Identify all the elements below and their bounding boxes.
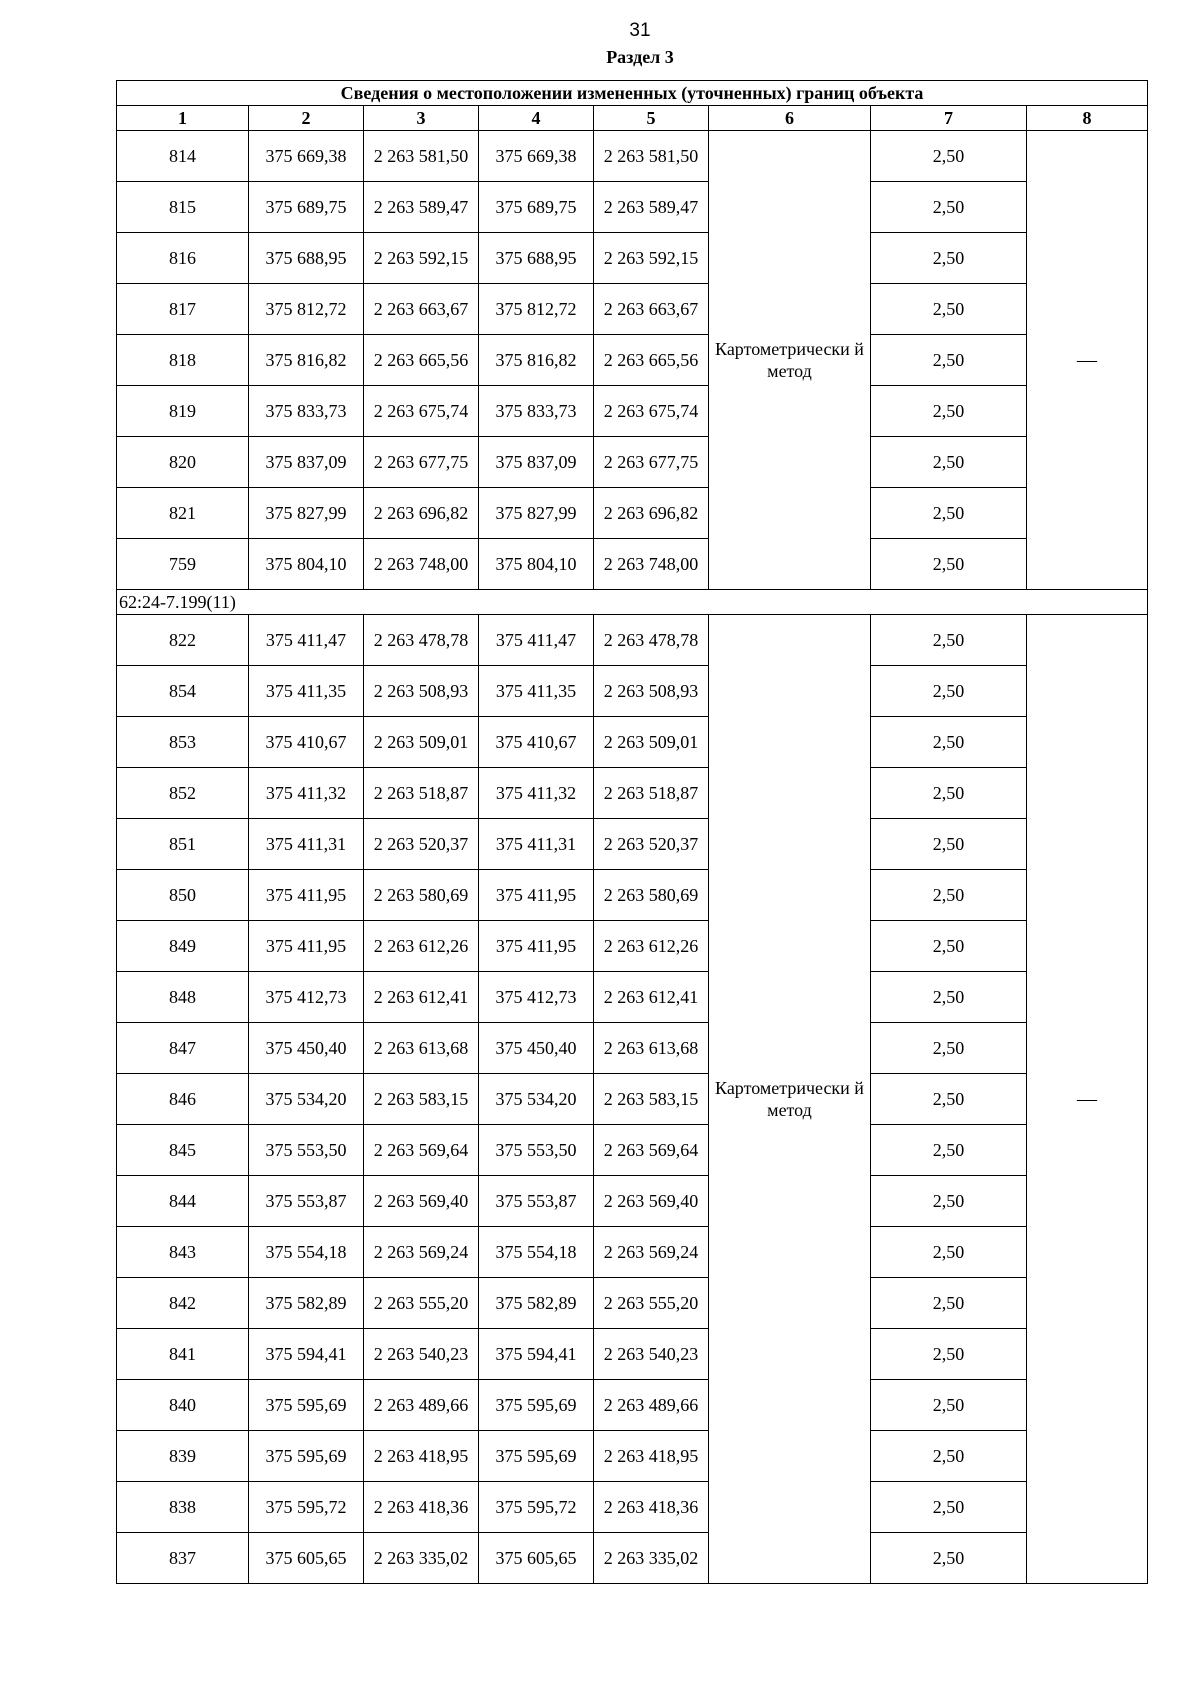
x-new-cell: 375 553,87 — [479, 1176, 594, 1227]
x-new-cell: 375 816,82 — [479, 335, 594, 386]
table-row — [117, 1227, 1148, 1278]
boundary-coordinates-table — [116, 80, 1148, 1584]
x-old-cell: 375 595,69 — [249, 1431, 364, 1482]
table-row — [117, 1533, 1148, 1584]
y-new-cell: 2 263 580,69 — [594, 870, 709, 921]
x-new-cell: 375 605,65 — [479, 1533, 594, 1584]
y-old-cell: 2 263 612,26 — [364, 921, 479, 972]
y-old-cell: 2 263 555,20 — [364, 1278, 479, 1329]
x-new-cell: 375 827,99 — [479, 488, 594, 539]
y-new-cell: 2 263 478,78 — [594, 615, 709, 666]
accuracy-cell: 2,50 — [871, 1278, 1027, 1329]
x-old-cell: 375 411,95 — [249, 921, 364, 972]
y-new-cell: 2 263 540,23 — [594, 1329, 709, 1380]
y-new-cell: 2 263 696,82 — [594, 488, 709, 539]
y-new-cell: 2 263 418,36 — [594, 1482, 709, 1533]
accuracy-cell: 2,50 — [871, 335, 1027, 386]
y-new-cell: 2 263 589,47 — [594, 182, 709, 233]
x-old-cell: 375 553,50 — [249, 1125, 364, 1176]
table-row — [117, 717, 1148, 768]
accuracy-cell: 2,50 — [871, 539, 1027, 590]
page-number: 31 — [629, 20, 651, 41]
y-new-cell: 2 263 675,74 — [594, 386, 709, 437]
y-new-cell: 2 263 555,20 — [594, 1278, 709, 1329]
column-8-cell: — — [1027, 615, 1148, 1584]
x-new-cell: 375 595,69 — [479, 1431, 594, 1482]
column-number-header: 8 — [1027, 106, 1148, 131]
y-old-cell: 2 263 569,24 — [364, 1227, 479, 1278]
y-new-cell: 2 263 335,02 — [594, 1533, 709, 1584]
accuracy-cell: 2,50 — [871, 1533, 1027, 1584]
column-number-header: 5 — [594, 106, 709, 131]
x-old-cell: 375 450,40 — [249, 1023, 364, 1074]
method-cell: Картометрически й метод — [709, 615, 871, 1584]
x-old-cell: 375 816,82 — [249, 335, 364, 386]
point-number-cell: 839 — [117, 1431, 249, 1482]
accuracy-cell: 2,50 — [871, 1125, 1027, 1176]
x-old-cell: 375 669,38 — [249, 131, 364, 182]
accuracy-cell: 2,50 — [871, 1329, 1027, 1380]
x-new-cell: 375 553,50 — [479, 1125, 594, 1176]
table-row — [117, 488, 1148, 539]
x-old-cell: 375 411,31 — [249, 819, 364, 870]
x-new-cell: 375 411,47 — [479, 615, 594, 666]
accuracy-cell: 2,50 — [871, 768, 1027, 819]
column-number-header: 3 — [364, 106, 479, 131]
accuracy-cell: 2,50 — [871, 717, 1027, 768]
y-old-cell: 2 263 569,40 — [364, 1176, 479, 1227]
x-new-cell: 375 689,75 — [479, 182, 594, 233]
accuracy-cell: 2,50 — [871, 488, 1027, 539]
x-old-cell: 375 411,95 — [249, 870, 364, 921]
y-old-cell: 2 263 418,95 — [364, 1431, 479, 1482]
y-new-cell: 2 263 489,66 — [594, 1380, 709, 1431]
y-old-cell: 2 263 592,15 — [364, 233, 479, 284]
x-old-cell: 375 582,89 — [249, 1278, 364, 1329]
x-new-cell: 375 412,73 — [479, 972, 594, 1023]
table-row — [117, 1431, 1148, 1482]
y-old-cell: 2 263 677,75 — [364, 437, 479, 488]
y-new-cell: 2 263 665,56 — [594, 335, 709, 386]
accuracy-cell: 2,50 — [871, 870, 1027, 921]
table-row — [117, 615, 1148, 666]
point-number-cell: 843 — [117, 1227, 249, 1278]
point-number-cell: 841 — [117, 1329, 249, 1380]
x-old-cell: 375 553,87 — [249, 1176, 364, 1227]
x-old-cell: 375 689,75 — [249, 182, 364, 233]
y-new-cell: 2 263 612,26 — [594, 921, 709, 972]
point-number-cell: 822 — [117, 615, 249, 666]
x-new-cell: 375 837,09 — [479, 437, 594, 488]
point-number-cell: 840 — [117, 1380, 249, 1431]
y-old-cell: 2 263 418,36 — [364, 1482, 479, 1533]
y-new-cell: 2 263 612,41 — [594, 972, 709, 1023]
x-new-cell: 375 411,95 — [479, 921, 594, 972]
y-old-cell: 2 263 508,93 — [364, 666, 479, 717]
table-row — [117, 335, 1148, 386]
point-number-cell: 842 — [117, 1278, 249, 1329]
x-new-cell: 375 812,72 — [479, 284, 594, 335]
point-number-cell: 816 — [117, 233, 249, 284]
point-number-cell: 845 — [117, 1125, 249, 1176]
parcel-label-row — [117, 590, 1148, 615]
y-new-cell: 2 263 569,40 — [594, 1176, 709, 1227]
x-new-cell: 375 833,73 — [479, 386, 594, 437]
x-old-cell: 375 411,35 — [249, 666, 364, 717]
column-number-header: 6 — [709, 106, 871, 131]
x-new-cell: 375 554,18 — [479, 1227, 594, 1278]
y-new-cell: 2 263 581,50 — [594, 131, 709, 182]
accuracy-cell: 2,50 — [871, 921, 1027, 972]
point-number-cell: 847 — [117, 1023, 249, 1074]
accuracy-cell: 2,50 — [871, 666, 1027, 717]
y-old-cell: 2 263 509,01 — [364, 717, 479, 768]
point-number-cell: 818 — [117, 335, 249, 386]
accuracy-cell: 2,50 — [871, 386, 1027, 437]
y-old-cell: 2 263 665,56 — [364, 335, 479, 386]
table-row — [117, 1074, 1148, 1125]
column-number-header: 1 — [117, 106, 249, 131]
y-old-cell: 2 263 335,02 — [364, 1533, 479, 1584]
x-new-cell: 375 411,31 — [479, 819, 594, 870]
y-new-cell: 2 263 748,00 — [594, 539, 709, 590]
accuracy-cell: 2,50 — [871, 437, 1027, 488]
y-new-cell: 2 263 509,01 — [594, 717, 709, 768]
x-old-cell: 375 411,47 — [249, 615, 364, 666]
table-row — [117, 1176, 1148, 1227]
x-new-cell: 375 450,40 — [479, 1023, 594, 1074]
y-new-cell: 2 263 663,67 — [594, 284, 709, 335]
x-old-cell: 375 833,73 — [249, 386, 364, 437]
table-body — [117, 131, 1148, 1584]
y-new-cell: 2 263 677,75 — [594, 437, 709, 488]
column-number-header: 2 — [249, 106, 364, 131]
table-row — [117, 182, 1148, 233]
x-new-cell: 375 411,35 — [479, 666, 594, 717]
point-number-cell: 850 — [117, 870, 249, 921]
table-row — [117, 1380, 1148, 1431]
parcel-label: 62:24-7.199(11) — [117, 590, 1148, 615]
accuracy-cell: 2,50 — [871, 1176, 1027, 1227]
x-old-cell: 375 411,32 — [249, 768, 364, 819]
table-row — [117, 1329, 1148, 1380]
x-new-cell: 375 534,20 — [479, 1074, 594, 1125]
table-row — [117, 1482, 1148, 1533]
point-number-cell: 849 — [117, 921, 249, 972]
point-number-cell: 837 — [117, 1533, 249, 1584]
table-row — [117, 1125, 1148, 1176]
point-number-cell: 854 — [117, 666, 249, 717]
point-number-cell: 815 — [117, 182, 249, 233]
y-old-cell: 2 263 518,87 — [364, 768, 479, 819]
point-number-cell: 851 — [117, 819, 249, 870]
y-old-cell: 2 263 581,50 — [364, 131, 479, 182]
point-number-cell: 817 — [117, 284, 249, 335]
x-new-cell: 375 688,95 — [479, 233, 594, 284]
table-row — [117, 539, 1148, 590]
y-new-cell: 2 263 583,15 — [594, 1074, 709, 1125]
point-number-cell: 838 — [117, 1482, 249, 1533]
y-old-cell: 2 263 613,68 — [364, 1023, 479, 1074]
point-number-cell: 820 — [117, 437, 249, 488]
accuracy-cell: 2,50 — [871, 1482, 1027, 1533]
table-row — [117, 386, 1148, 437]
x-new-cell: 375 594,41 — [479, 1329, 594, 1380]
y-new-cell: 2 263 592,15 — [594, 233, 709, 284]
y-new-cell: 2 263 569,24 — [594, 1227, 709, 1278]
column-number-header: 4 — [479, 106, 594, 131]
x-new-cell: 375 410,67 — [479, 717, 594, 768]
accuracy-cell: 2,50 — [871, 819, 1027, 870]
method-cell: Картометрически й метод — [709, 131, 871, 590]
y-old-cell: 2 263 489,66 — [364, 1380, 479, 1431]
section-title: Раздел 3 — [606, 47, 674, 67]
table-row — [117, 131, 1148, 182]
x-new-cell: 375 595,72 — [479, 1482, 594, 1533]
y-old-cell: 2 263 580,69 — [364, 870, 479, 921]
accuracy-cell: 2,50 — [871, 131, 1027, 182]
y-old-cell: 2 263 612,41 — [364, 972, 479, 1023]
x-new-cell: 375 804,10 — [479, 539, 594, 590]
x-new-cell: 375 582,89 — [479, 1278, 594, 1329]
x-old-cell: 375 812,72 — [249, 284, 364, 335]
y-old-cell: 2 263 748,00 — [364, 539, 479, 590]
x-old-cell: 375 412,73 — [249, 972, 364, 1023]
point-number-cell: 848 — [117, 972, 249, 1023]
x-old-cell: 375 595,69 — [249, 1380, 364, 1431]
table-row — [117, 972, 1148, 1023]
column-8-cell: — — [1027, 131, 1148, 590]
accuracy-cell: 2,50 — [871, 972, 1027, 1023]
accuracy-cell: 2,50 — [871, 1380, 1027, 1431]
y-new-cell: 2 263 508,93 — [594, 666, 709, 717]
y-new-cell: 2 263 418,95 — [594, 1431, 709, 1482]
y-old-cell: 2 263 663,67 — [364, 284, 479, 335]
table-row — [117, 233, 1148, 284]
y-old-cell: 2 263 589,47 — [364, 182, 479, 233]
point-number-cell: 844 — [117, 1176, 249, 1227]
x-new-cell: 375 669,38 — [479, 131, 594, 182]
y-old-cell: 2 263 696,82 — [364, 488, 479, 539]
point-number-cell: 852 — [117, 768, 249, 819]
point-number-cell: 821 — [117, 488, 249, 539]
y-old-cell: 2 263 478,78 — [364, 615, 479, 666]
table-row — [117, 819, 1148, 870]
x-old-cell: 375 837,09 — [249, 437, 364, 488]
x-new-cell: 375 411,95 — [479, 870, 594, 921]
table-row — [117, 768, 1148, 819]
y-new-cell: 2 263 520,37 — [594, 819, 709, 870]
y-old-cell: 2 263 675,74 — [364, 386, 479, 437]
point-number-cell: 819 — [117, 386, 249, 437]
y-old-cell: 2 263 583,15 — [364, 1074, 479, 1125]
x-old-cell: 375 595,72 — [249, 1482, 364, 1533]
table-row — [117, 666, 1148, 717]
point-number-cell: 853 — [117, 717, 249, 768]
accuracy-cell: 2,50 — [871, 1074, 1027, 1125]
y-old-cell: 2 263 569,64 — [364, 1125, 479, 1176]
table-row — [117, 437, 1148, 488]
x-old-cell: 375 594,41 — [249, 1329, 364, 1380]
column-number-header: 7 — [871, 106, 1027, 131]
point-number-cell: 814 — [117, 131, 249, 182]
accuracy-cell: 2,50 — [871, 233, 1027, 284]
table-caption: Сведения о местоположении измененных (уточненных) границ объекта — [117, 81, 1148, 106]
table-row — [117, 870, 1148, 921]
x-old-cell: 375 804,10 — [249, 539, 364, 590]
accuracy-cell: 2,50 — [871, 284, 1027, 335]
y-old-cell: 2 263 540,23 — [364, 1329, 479, 1380]
x-old-cell: 375 534,20 — [249, 1074, 364, 1125]
point-number-cell: 846 — [117, 1074, 249, 1125]
y-new-cell: 2 263 613,68 — [594, 1023, 709, 1074]
accuracy-cell: 2,50 — [871, 1227, 1027, 1278]
y-old-cell: 2 263 520,37 — [364, 819, 479, 870]
x-new-cell: 375 411,32 — [479, 768, 594, 819]
accuracy-cell: 2,50 — [871, 182, 1027, 233]
table-row — [117, 284, 1148, 335]
table-row — [117, 1023, 1148, 1074]
accuracy-cell: 2,50 — [871, 1023, 1027, 1074]
point-number-cell: 759 — [117, 539, 249, 590]
y-new-cell: 2 263 569,64 — [594, 1125, 709, 1176]
x-old-cell: 375 605,65 — [249, 1533, 364, 1584]
table-row — [117, 1278, 1148, 1329]
table-row — [117, 921, 1148, 972]
accuracy-cell: 2,50 — [871, 615, 1027, 666]
y-new-cell: 2 263 518,87 — [594, 768, 709, 819]
accuracy-cell: 2,50 — [871, 1431, 1027, 1482]
x-old-cell: 375 688,95 — [249, 233, 364, 284]
x-new-cell: 375 595,69 — [479, 1380, 594, 1431]
x-old-cell: 375 827,99 — [249, 488, 364, 539]
x-old-cell: 375 410,67 — [249, 717, 364, 768]
x-old-cell: 375 554,18 — [249, 1227, 364, 1278]
